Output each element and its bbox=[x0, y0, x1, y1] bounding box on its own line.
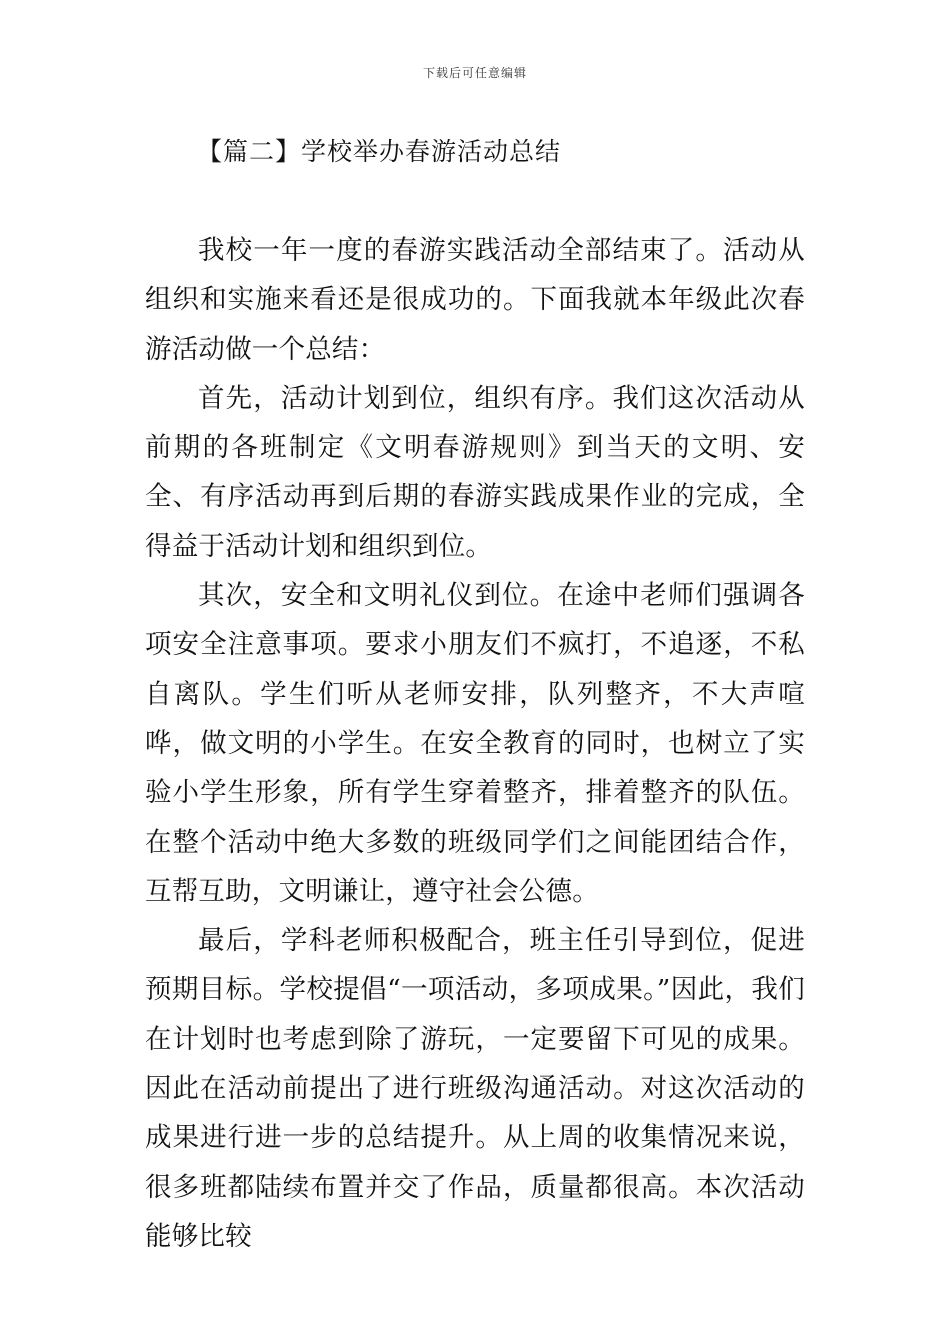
document-title: 【篇二】学校举办春游活动总结 bbox=[197, 137, 562, 166]
header-note: 下载后可任意编辑 bbox=[422, 66, 527, 80]
document-body bbox=[145, 226, 805, 1261]
paragraph-last: 最后，学科老师积极配合，班主任引导到位，促进预期目标。学校提倡“一项活动，多项成果。”因此，我们在计划时也考虑到除了游玩，一定要留下可见的成果。因此在活动前提出了进行班级沟通活动。对这次活动的成果进行进一步的总结提升。从上周的收集情况来说，很多班都陆续布置并交了作品，质量都很高。本次活动能够比较 bbox=[145, 925, 805, 1252]
paragraph-second: 其次，安全和文明礼仪到位。在途中老师们强调各项安全注意事项。要求小朋友们不疯打，不追逐，不私自离队。学生们听从老师安排，队列整齐，不大声喧哗，做文明的小学生。在安全教育的同时，也树立了实验小学生形象，所有学生穿着整齐，排着整齐的队伍。在整个活动中绝大多数的班级同学们之间能团结合作，互帮互助，文明谦让，遵守社会公德。 bbox=[145, 580, 805, 907]
paragraph-intro: 我校一年一度的春游实践活动全部结束了。活动从组织和实施来看还是很成功的。下面我就本年级此次春游活动做一个总结： bbox=[145, 235, 805, 365]
paragraph-first: 首先，活动计划到位，组织有序。我们这次活动从前期的各班制定《文明春游规则》到当天的文明、安全、有序活动再到后期的春游实践成果作业的完成，全得益于活动计划和组织到位。 bbox=[145, 382, 805, 562]
